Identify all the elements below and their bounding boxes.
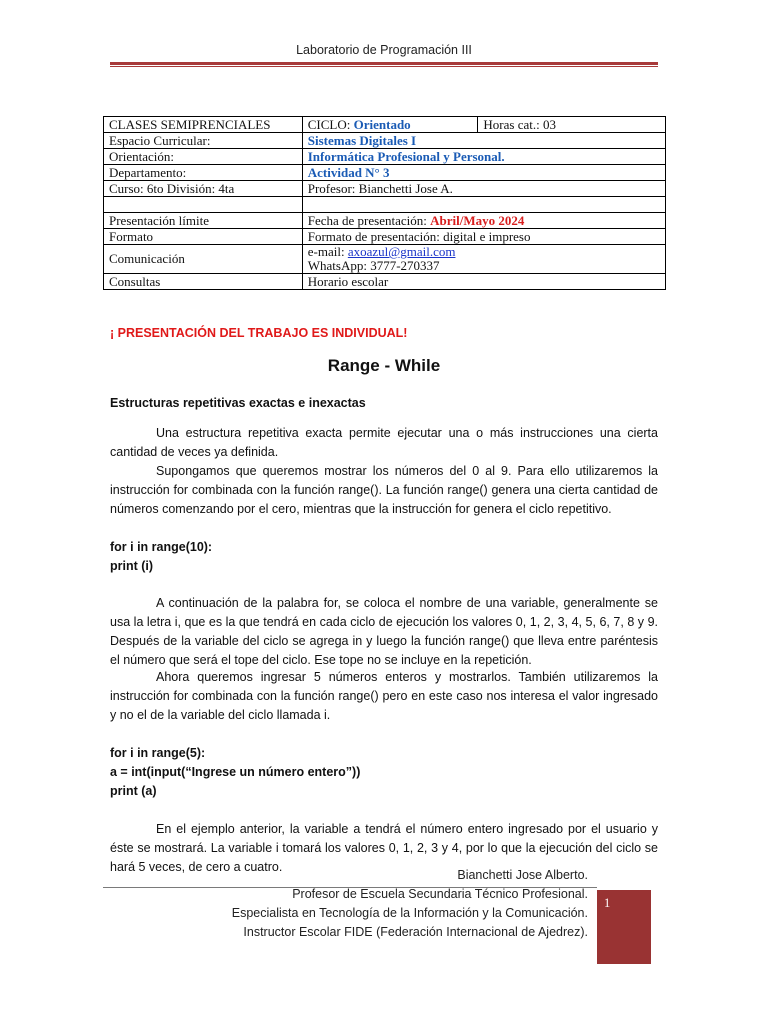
table-cell: Curso: 6to División: 4ta — [104, 181, 303, 197]
paragraph-text: A continuación de la palabra for, se coloca el nombre de una variable, generalmente se usa la letra i, que es la que tendrá en cada ciclo de ejecución los valores 0, 1, 2, 3, 4, 5, 6, 7, 8 y 9. Después de la variable del ciclo se agrega in y luego la función range() que lleva entre paréntesis el número que será el tope del ciclo. Ese tope no se incluye en la repetición. — [110, 596, 658, 667]
section-heading: Estructuras repetitivas exactas e inexactas — [110, 396, 366, 410]
code-line: print (i) — [110, 559, 154, 573]
code-block — [110, 538, 212, 576]
table-row — [104, 245, 666, 274]
table-cell: Actividad N° 3 — [302, 165, 665, 181]
paragraph-text: En el ejemplo anterior, la variable a tendrá el número entero ingresado por el usuario y éste se mostrará. La variable i tomará los valores 0, 1, 2, 3 y 4, por lo que la ejecución del ciclo se hará 5 veces, de cero a cuatro. — [110, 822, 658, 874]
footer-author — [200, 866, 588, 942]
table-row — [104, 165, 666, 181]
table-cell: Orientación: — [104, 149, 303, 165]
individual-warning: ¡ PRESENTACIÓN DEL TRABAJO ES INDIVIDUAL! — [110, 326, 408, 340]
page-number-box — [597, 890, 651, 964]
code-line: for i in range(10): — [110, 540, 213, 554]
table-cell — [302, 245, 665, 274]
table-row-empty — [104, 197, 666, 213]
table-cell: Informática Profesional y Personal. — [302, 149, 665, 165]
page-number: 1 — [604, 896, 611, 910]
paragraph — [110, 594, 658, 670]
table-cell: Departamento: — [104, 165, 303, 181]
table-cell — [302, 117, 478, 133]
document-title: Range - While — [327, 356, 441, 375]
table-cell: Espacio Curricular: — [104, 133, 303, 149]
fecha-label: Fecha de presentación: — [307, 212, 431, 228]
table-cell: Horas cat.: 03 — [478, 117, 666, 133]
footer-line: Especialista en Tecnología de la Información y la Comunicación. — [231, 906, 588, 920]
table-row — [104, 133, 666, 149]
fecha-value: Abril/Mayo 2024 — [430, 212, 525, 228]
whatsapp-text: WhatsApp: 3777-270337 — [307, 258, 440, 273]
paragraph — [110, 668, 658, 725]
table-cell: CLASES SEMIPRENCIALES — [104, 117, 303, 133]
table-cell: Formato — [104, 229, 303, 245]
paragraph — [110, 424, 658, 462]
header-rule-thick — [110, 62, 658, 65]
page-header-title: Laboratorio de Programación III — [296, 43, 472, 57]
table-cell: Presentación límite — [104, 213, 303, 229]
table-cell — [104, 197, 303, 213]
footer-line: Profesor de Escuela Secundaria Técnico Profesional. — [292, 887, 588, 901]
course-info-table — [103, 116, 666, 290]
ciclo-label: CICLO: — [307, 116, 354, 132]
email-link[interactable]: axoazul@gmail.com — [347, 244, 456, 259]
table-cell: Horario escolar — [302, 274, 665, 290]
table-row — [104, 149, 666, 165]
ciclo-value: Orientado — [353, 116, 411, 132]
paragraph-text: Ahora queremos ingresar 5 números enteros y mostrarlos. También utilizaremos la instrucción for combinada con la función range() pero en este caso nos interesa el valor ingresado y no el de la variable del ciclo llamada i. — [110, 670, 658, 722]
table-cell: Consultas — [104, 274, 303, 290]
paragraph-text: Una estructura repetitiva exacta permite ejecutar una o más instrucciones una cierta cantidad de veces ya definida. — [110, 426, 658, 459]
footer-line: Bianchetti Jose Alberto. — [457, 868, 588, 882]
table-row — [104, 181, 666, 197]
paragraph-text: Supongamos que queremos mostrar los números del 0 al 9. Para ello utilizaremos la instrucción for combinada con la función range(). La función range() genera una cierta cantidad de números comenzando por el cero, mientras que la instrucción for genera el ciclo repetitivo. — [110, 464, 658, 516]
code-line: print (a) — [110, 784, 157, 798]
code-line: a = int(input(“Ingrese un número entero”)) — [110, 765, 361, 779]
email-label: e-mail: — [307, 244, 348, 259]
table-row — [104, 274, 666, 290]
table-cell: Formato de presentación: digital e impreso — [302, 229, 665, 245]
header-rule-thin — [110, 66, 658, 67]
code-line: for i in range(5): — [110, 746, 206, 760]
table-row — [104, 229, 666, 245]
paragraph — [110, 462, 658, 519]
table-row — [104, 117, 666, 133]
code-block — [110, 744, 360, 801]
table-row — [104, 213, 666, 229]
table-cell: Comunicación — [104, 245, 303, 274]
table-cell: Sistemas Digitales I — [302, 133, 665, 149]
table-cell — [302, 213, 665, 229]
table-cell — [302, 197, 665, 213]
table-cell: Profesor: Bianchetti Jose A. — [302, 181, 665, 197]
footer-line: Instructor Escolar FIDE (Federación Internacional de Ajedrez). — [243, 925, 588, 939]
